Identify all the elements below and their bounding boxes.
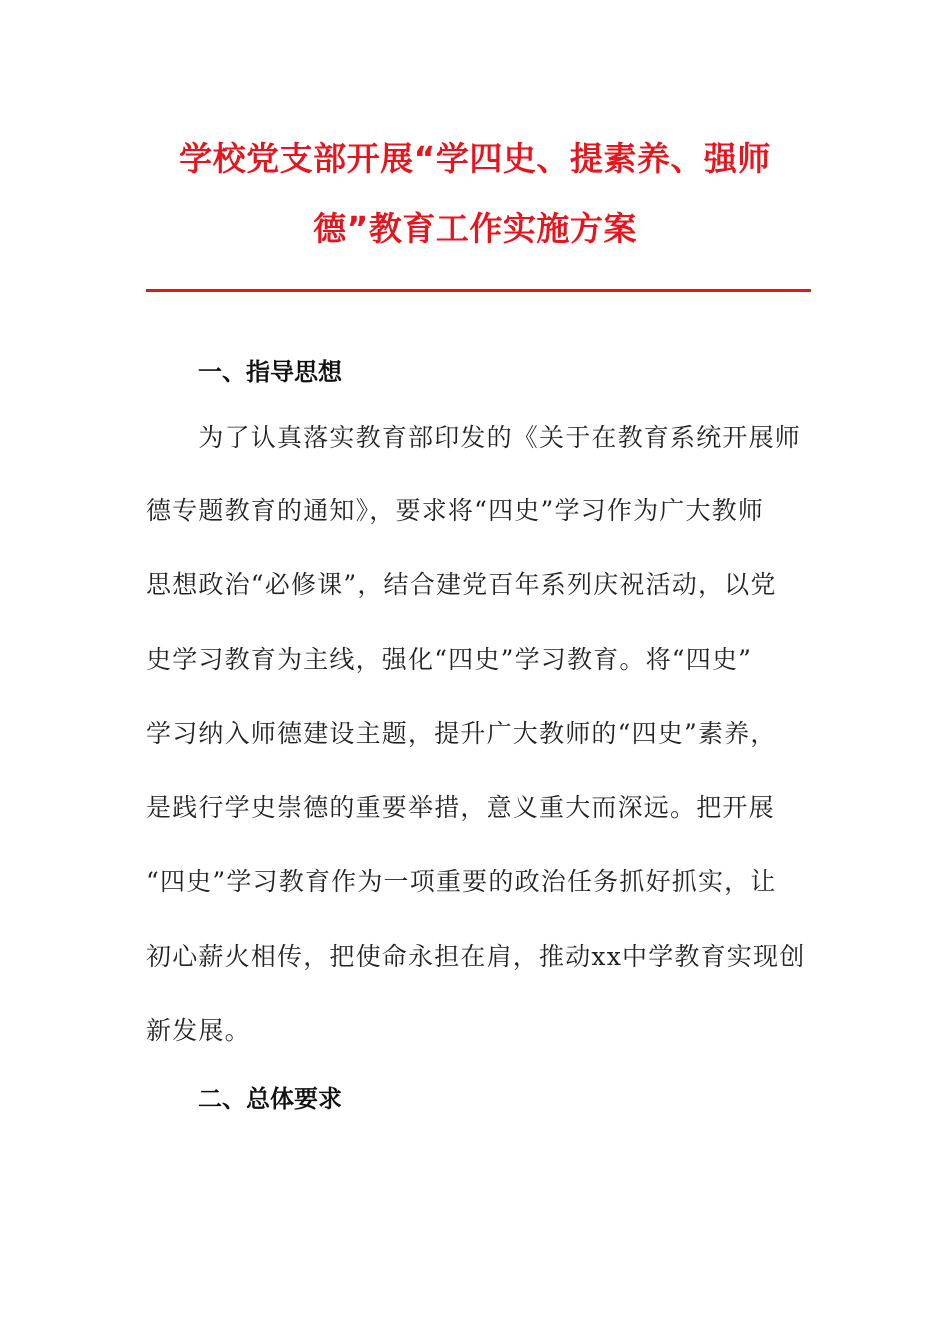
paragraph-line: 德专题教育的通知》，要求将“四史”学习作为广大教师 — [146, 496, 765, 525]
section-heading-general-requirements: 二、总体要求 — [198, 1085, 342, 1113]
paragraph-line: 思想政治“必修课”，结合建党百年系列庆祝活动，以党 — [146, 570, 777, 599]
title-divider — [146, 289, 811, 292]
paragraph-line: 新发展。 — [146, 1016, 251, 1045]
document-title-line-2: 德”教育工作实施方案 — [313, 209, 637, 248]
document-title-line-1: 学校党支部开展“学四史、提素养、强师 — [179, 139, 771, 178]
paragraph-line: “四史”学习教育作为一项重要的政治任务抓好抓实，让 — [146, 867, 777, 896]
paragraph-line: 为了认真落实教育部印发的《关于在教育系统开展师 — [146, 423, 802, 452]
paragraph-line: 学习纳入师德建设主题，提升广大教师的“四史”素养， — [146, 719, 777, 748]
paragraph-line: 史学习教育为主线，强化“四史”学习教育。将“四史” — [146, 645, 753, 674]
paragraph-line: 初心薪火相传，把使命永担在肩，推动xx中学教育实现创 — [146, 942, 806, 971]
section-heading-guiding-ideology: 一、指导思想 — [198, 358, 342, 386]
paragraph-line: 是践行学史崇德的重要举措，意义重大而深远。把开展 — [146, 793, 775, 822]
